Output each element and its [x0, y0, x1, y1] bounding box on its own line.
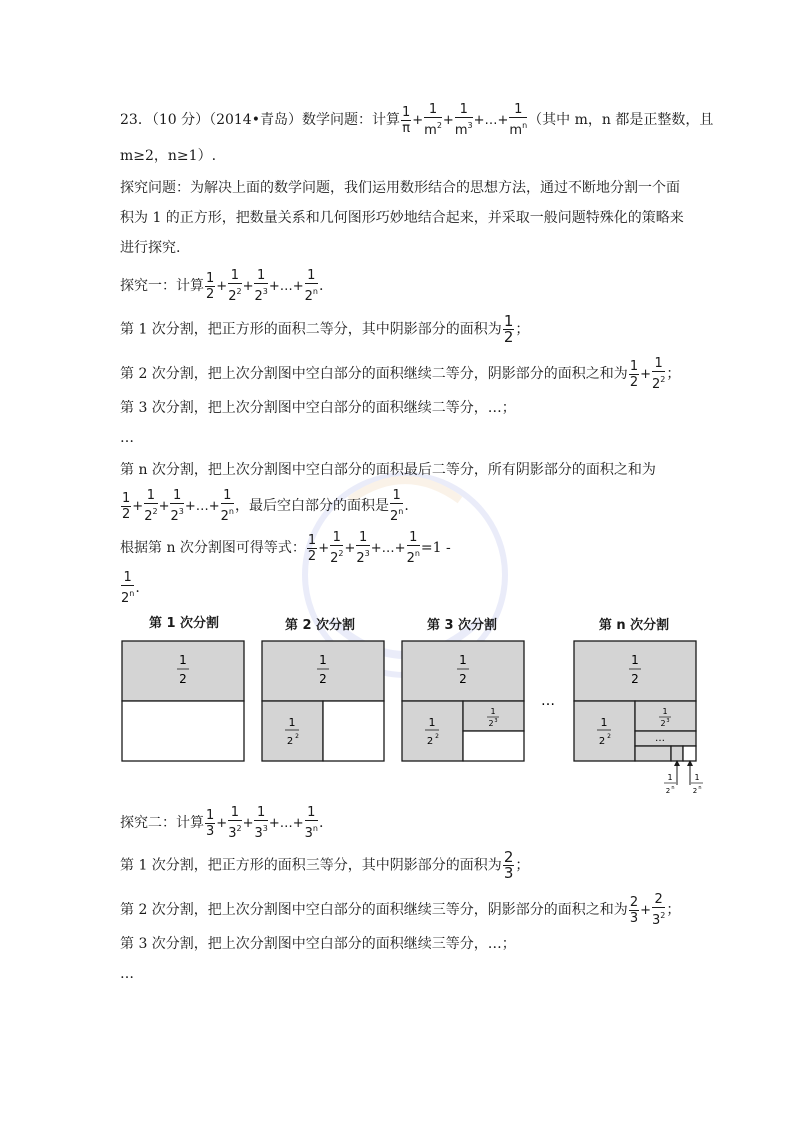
- fign-half-num: 1: [631, 653, 639, 667]
- fig2-quarter-exp: 2: [295, 733, 299, 740]
- figure-1: [122, 641, 244, 761]
- fig3-half-num: 1: [459, 653, 467, 667]
- fign-arrow-label-1-exp: n: [671, 785, 675, 791]
- fign-quarter-exp: 2: [607, 733, 611, 740]
- figure-title-2: 第 2 次分割: [284, 618, 356, 633]
- problem-line-2: m≥2，n≥1）.: [120, 148, 217, 164]
- explore2-dots: …: [120, 966, 134, 982]
- explore1-title: 探究一：计算 $\frac{1}{2}$ + $\frac{1}{2^2}$ + $\frac{1}{2^3}$ +…+ $\frac{1}{2^n}$ .: [120, 268, 324, 304]
- explore2-step3: 第 3 次分割，把上次分割图中空白部分的面积继续三等分，…；: [120, 936, 516, 952]
- fign-arrow-label-2-den: 2: [692, 787, 698, 795]
- explore1-step2: 第 2 次分割，把上次分割图中空白部分的面积继续二等分，阴影部分的面积之和为 $\frac{1}{2}$ + $\frac{1}{2^2}$ ；: [120, 356, 681, 392]
- explore2-step2: 第 2 次分割，把上次分割图中空白部分的面积继续三等分，阴影部分的面积之和为 $\frac{2}{3}$ + $\frac{2}{3^2}$ ；: [120, 892, 681, 928]
- explore2-step1: 第 1 次分割，把正方形的面积三等分，其中阴影部分的面积为 $\frac{2}{3}$ ；: [120, 848, 530, 882]
- problem-line-1: 23．（10 分）（2014•青岛）数学问题：计算 $\frac{1}{\pi}$ + $\frac{1}{m^2}$ + $\frac{1}{m^3}$ +…+ $\frac{1}{m^n}$ （其中 m，n 都是正整数，且: [120, 102, 714, 138]
- figure-title-3: 第 3 次分割: [426, 618, 498, 633]
- fig3-eighth-exp: 3: [494, 718, 498, 724]
- explore1-equation-cont: $\frac{1}{2^n}$ .: [121, 570, 140, 606]
- explore1-step1: 第 1 次分割，把正方形的面积二等分，其中阴影部分的面积为 $\frac{1}{2}$ ；: [120, 312, 530, 346]
- fign-half-den: 2: [631, 672, 639, 686]
- fig3-eighth-den: 2: [488, 719, 494, 728]
- fig3-quarter-exp: 2: [435, 733, 439, 740]
- fig3-quarter-num: 1: [428, 716, 436, 729]
- figure-n: [574, 641, 703, 795]
- figure-3: [402, 641, 524, 761]
- fign-eighth-exp: 3: [666, 718, 670, 724]
- figure-2: [262, 641, 384, 761]
- fign-eighth-num: 1: [662, 707, 668, 716]
- figure-title-1: 第 1 次分割: [148, 616, 220, 631]
- fign-arrow-label-2-num: 1: [694, 773, 700, 782]
- fig3-eighth-num: 1: [490, 707, 496, 716]
- fig2-quarter-num: 1: [288, 716, 296, 729]
- figure-title-n: 第 n 次分割: [598, 618, 670, 633]
- explore1-stepn: 第 n 次分割，把上次分割图中空白部分的面积最后二等分，所有阴影部分的面积之和为: [120, 462, 656, 478]
- fign-eighth-den: 2: [660, 719, 666, 728]
- fig1-half-num: 1: [179, 653, 187, 667]
- fig2-half-num: 1: [319, 653, 327, 667]
- explore1-dots: …: [120, 430, 134, 446]
- figure-dots: …: [541, 693, 555, 709]
- intro-line-1: 探究问题：为解决上面的数学问题，我们运用数形结合的思想方法，通过不断地分割一个面: [120, 180, 680, 196]
- fig3-half-den: 2: [459, 672, 467, 686]
- fig2-quarter-den: 2: [286, 736, 294, 747]
- fign-inner-dots: …: [655, 733, 665, 744]
- explore1-stepn-sum: $\frac{1}{2}$ + $\frac{1}{2^2}$ + $\frac{1}{2^3}$ +…+ $\frac{1}{2^n}$ ，最后空白部分的面积是 $\frac{1}{2^n}$ .: [122, 488, 409, 524]
- fig3-quarter-den: 2: [426, 736, 434, 747]
- fign-quarter-num: 1: [600, 716, 608, 729]
- explore2-title: 探究二：计算 $\frac{1}{3}$ + $\frac{1}{3^2}$ + $\frac{1}{3^3}$ +…+ $\frac{1}{3^n}$ .: [120, 805, 324, 841]
- explore1-equation: 根据第 n 次分割图可得等式： $\frac{1}{2}$ + $\frac{1}{2^2}$ + $\frac{1}{2^3}$ +…+ $\frac{1}{2^n}$ =1 -: [120, 530, 451, 566]
- fig2-half-den: 2: [319, 672, 327, 686]
- intro-line-2: 积为 1 的正方形，把数量关系和几何图形巧妙地结合起来，并采取一般问题特殊化的策略来: [120, 210, 684, 226]
- fign-arrow-label-2-exp: n: [698, 785, 702, 791]
- fign-arrow-label-1-den: 2: [665, 787, 671, 795]
- explore1-step3: 第 3 次分割，把上次分割图中空白部分的面积继续二等分，…；: [120, 400, 516, 416]
- fign-quarter-den: 2: [598, 736, 606, 747]
- fig1-half-den: 2: [179, 672, 187, 686]
- fign-arrow-label-1-num: 1: [667, 773, 673, 782]
- intro-line-3: 进行探究.: [120, 240, 181, 256]
